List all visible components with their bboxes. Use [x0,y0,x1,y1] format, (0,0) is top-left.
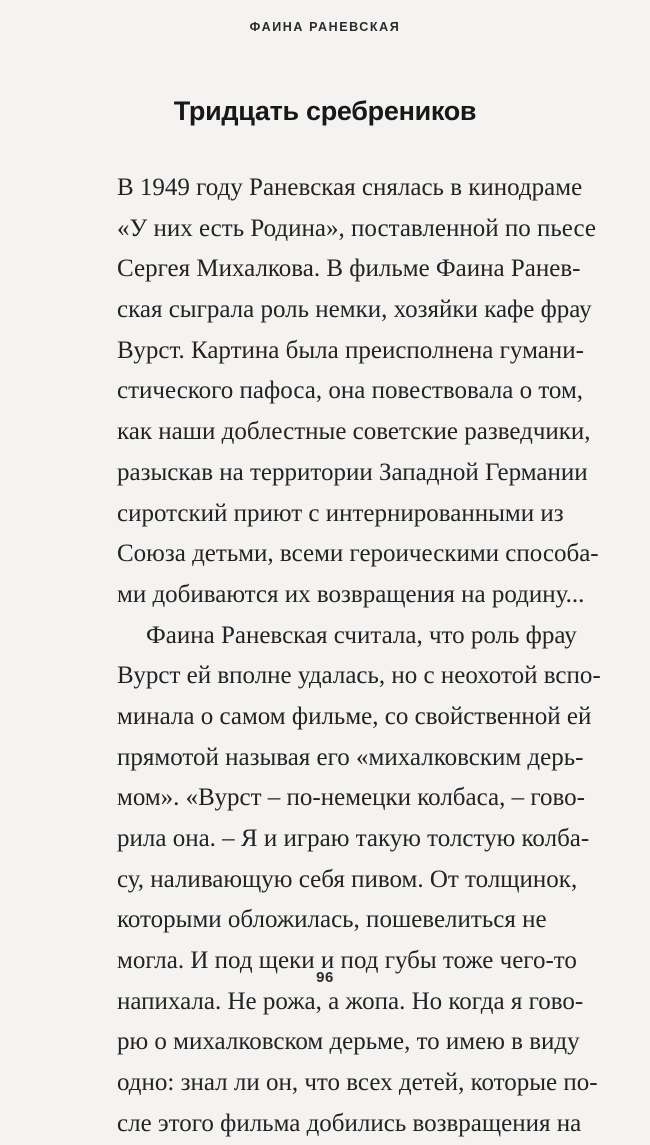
text-line: сиротский приют с интернированными из [117,499,564,527]
text-line: разыскав на территории Западной Германии [117,458,588,486]
text-line: су, наливающую себя пивом. От толщинок, [117,865,578,893]
text-line: рила она. – Я и играю такую толстую колба- [117,825,590,852]
running-head: ФАИНА РАНЕВСКАЯ [249,20,401,34]
text-line: Сергея Михалкова. В фильме Фаина Ранев- [117,255,581,283]
text-line: В 1949 году Раневская снялась в кинодраме [117,174,583,201]
text-line: как наши доблестные советские разведчики, [117,418,591,446]
page-number: 96 [316,969,334,986]
text-line: стического пафоса, она повествовала о том, [117,377,584,405]
text-line: минала о самом фильме, со свойственной ей [117,702,592,730]
text-line: Вурст. Картина была преисполнена гумани- [117,336,584,364]
text-line: ми добиваются их возвращения на родину... [117,580,585,608]
text-line: одно: знал ли он, что всех детей, которые по- [117,1069,598,1097]
text-line: ская сыграла роль немки, хозяйки кафе фрау [117,296,592,324]
text-line: могла. И под щеки и под губы тоже чего-то [117,947,577,975]
text-line: сле этого фильма добились возвращения на [117,1109,582,1137]
text-line: прямотой называя его «михалковским дерь- [117,743,584,771]
text-line: Союза детьми, всеми героическими способа- [117,540,599,568]
body-text [118,168,610,1145]
text-line: мом». «Вурст – по-немецки колбаса, – гово- [117,784,585,812]
text-line: Вурст ей вполне удалась, но с неохотой вспо- [117,662,601,690]
text-line: рю о михалковском дерьме, то имею в виду [117,1028,580,1056]
text-line-paragraph-start: Фаина Раневская считала, что роль фрау [146,621,577,649]
text-line: напихала. Не рожа, а жопа. Но когда я гово- [117,987,584,1015]
text-line: «У них есть Родина», поставленной по пьесе [117,214,596,242]
text-line: которыми обложилась, пошевелиться не [117,906,547,934]
chapter-title: Тридцать сребреников [173,96,477,126]
